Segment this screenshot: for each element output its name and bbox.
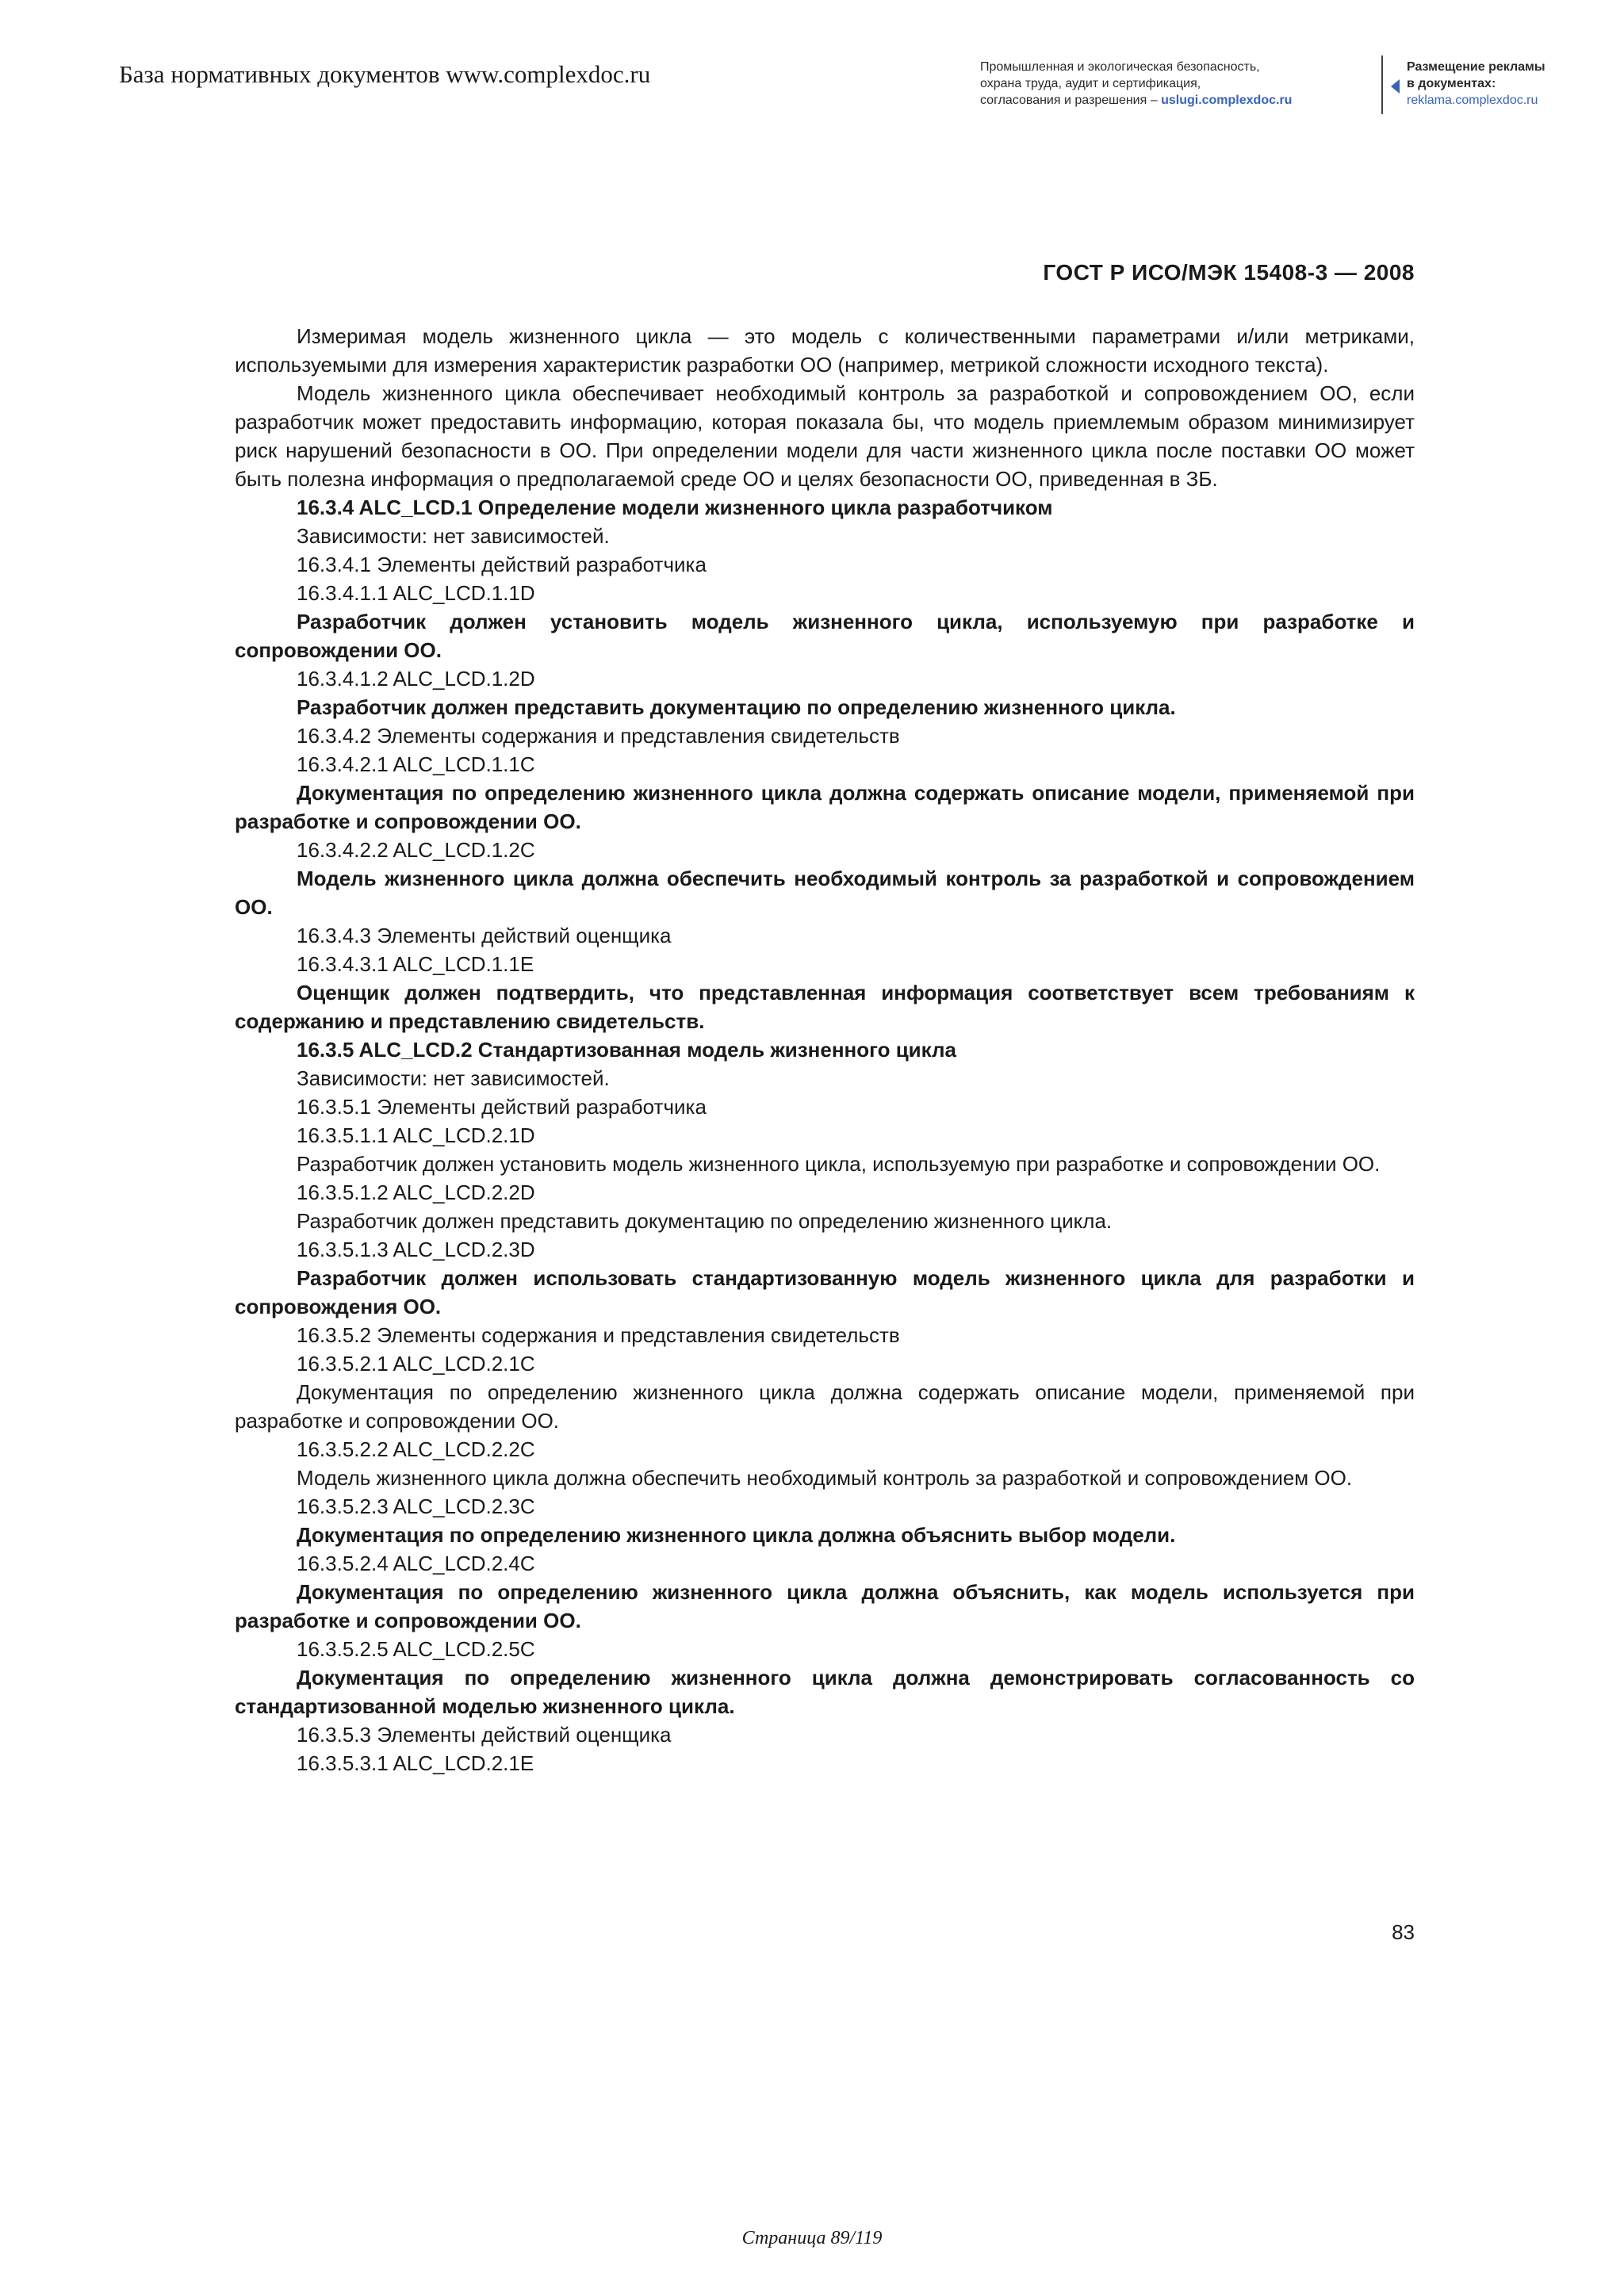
- page-number: 83: [1392, 1920, 1415, 1944]
- document-identifier: ГОСТ Р ИСО/МЭК 15408-3 — 2008: [1043, 260, 1415, 285]
- services-line-2: охрана труда, аудит и сертификация,: [980, 77, 1201, 90]
- services-banner: [980, 59, 1292, 109]
- paragraph: 16.3.5.3.1 ALC_LCD.2.1E: [297, 1751, 534, 1775]
- paragraph: Модель жизненного цикла должна обеспечить необходимый контроль за разработкой и сопровождением ОО.: [235, 867, 1415, 919]
- paragraph: Измеримая модель жизненного цикла — это модель с количественными параметрами и/или метриками, используемыми для измерения характеристик разработки ОО (например, метрикой сложности исходного текста).: [235, 324, 1415, 377]
- paragraph: 16.3.4.3 Элементы действий оценщика: [297, 924, 672, 947]
- paragraph: Зависимости: нет зависимостей.: [297, 524, 610, 548]
- services-link[interactable]: uslugi.complexdoc.ru: [1161, 94, 1293, 107]
- paragraph: 16.3.4.2.1 ALC_LCD.1.1C: [297, 752, 535, 776]
- paragraph: 16.3.5.2.1 ALC_LCD.2.1C: [297, 1352, 535, 1376]
- paragraph: Документация по определению жизненного цикла должна содержать описание модели, применяемой при разработке и сопровождении ОО.: [235, 1380, 1415, 1433]
- paragraph: 16.3.4.3.1 ALC_LCD.1.1E: [297, 952, 534, 976]
- document-body: [235, 322, 1415, 1777]
- paragraph: Разработчик должен представить документацию по определению жизненного цикла.: [297, 1209, 1113, 1233]
- paragraph: 16.3.5.2.4 ALC_LCD.2.4C: [297, 1552, 535, 1575]
- paragraph: 16.3.5.2.3 ALC_LCD.2.3C: [297, 1494, 535, 1518]
- paragraph: Оценщик должен подтвердить, что представленная информация соответствует всем требованиям к содержанию и представлению свидетельств.: [235, 981, 1415, 1033]
- paragraph: 16.3.5.2.5 ALC_LCD.2.5C: [297, 1637, 535, 1661]
- paragraph: Зависимости: нет зависимостей.: [297, 1066, 610, 1090]
- paragraph: 16.3.5.1.1 ALC_LCD.2.1D: [297, 1123, 535, 1147]
- ads-line-2: в документах:: [1407, 77, 1496, 90]
- ads-link[interactable]: reklama.complexdoc.ru: [1407, 94, 1538, 107]
- services-line-3: [980, 92, 1292, 109]
- paragraph: Документация по определению жизненного цикла должна объяснить, как модель используется при разработке и сопровождении ОО.: [235, 1580, 1415, 1632]
- paragraph: 16.3.5.3 Элементы действий оценщика: [297, 1723, 672, 1747]
- banner-divider: [1381, 55, 1383, 114]
- ads-line-1: Размещение рекламы: [1407, 60, 1545, 74]
- paragraph: 16.3.5 ALC_LCD.2 Стандартизованная модель жизненного цикла: [297, 1038, 956, 1062]
- paragraph: Модель жизненного цикла должна обеспечить необходимый контроль за разработкой и сопровождением ОО.: [297, 1466, 1353, 1490]
- paragraph: 16.3.5.2.2 ALC_LCD.2.2C: [297, 1437, 535, 1461]
- paragraph: 16.3.4.1.2 ALC_LCD.1.2D: [297, 667, 535, 691]
- paragraph: Разработчик должен установить модель жизненного цикла, используемую при разработке и сопровождении ОО.: [235, 610, 1415, 662]
- paragraph: 16.3.5.1 Элементы действий разработчика: [297, 1095, 707, 1119]
- paragraph: 16.3.4 ALC_LCD.1 Определение модели жизненного цикла разработчиком: [297, 496, 1053, 519]
- paragraph: Модель жизненного цикла обеспечивает необходимый контроль за разработкой и сопровождением ОО, если разработчик может предоставить информацию, которая показала бы, что модель приемлемым образом минимизирует риск нарушений безопасности в ОО. При определении модели для части жизненного цикла после поставки ОО может быть полезна информация о предполагаемой среде ОО и целях безопасности ОО, приведенная в ЗБ.: [235, 381, 1415, 491]
- paragraph: Документация по определению жизненного цикла должна демонстрировать согласованность со стандартизованной моделью жизненного цикла.: [235, 1666, 1415, 1718]
- services-line-3-prefix: согласования и разрешения –: [980, 94, 1162, 107]
- paragraph: Документация по определению жизненного цикла должна содержать описание модели, применяемой при разработке и сопровождении ОО.: [235, 781, 1415, 833]
- site-banner-title: База нормативных документов www.complexdoc.ru: [119, 60, 651, 88]
- paragraph: Документация по определению жизненного цикла должна объяснить выбор модели.: [297, 1523, 1176, 1547]
- page-footer: Страница 89/119: [741, 2228, 883, 2248]
- paragraph: 16.3.5.2 Элементы содержания и представления свидетельств: [297, 1323, 900, 1347]
- paragraph: 16.3.4.1 Элементы действий разработчика: [297, 553, 707, 576]
- paragraph: 16.3.5.1.3 ALC_LCD.2.3D: [297, 1238, 535, 1261]
- arrow-left-icon: [1391, 79, 1400, 94]
- paragraph: Разработчик должен использовать стандартизованную модель жизненного цикла для разработки и сопровождения ОО.: [235, 1266, 1415, 1318]
- paragraph: 16.3.5.1.2 ALC_LCD.2.2D: [297, 1181, 535, 1204]
- paragraph: Разработчик должен представить документацию по определению жизненного цикла.: [297, 695, 1176, 719]
- services-line-1: Промышленная и экологическая безопасность,: [980, 60, 1260, 74]
- paragraph: 16.3.4.2 Элементы содержания и представления свидетельств: [297, 724, 900, 748]
- ads-banner: [1407, 59, 1545, 109]
- paragraph: Разработчик должен установить модель жизненного цикла, используемую при разработке и сопровождении ОО.: [297, 1152, 1381, 1176]
- paragraph: 16.3.4.2.2 ALC_LCD.1.2C: [297, 838, 535, 862]
- paragraph: 16.3.4.1.1 ALC_LCD.1.1D: [297, 581, 535, 605]
